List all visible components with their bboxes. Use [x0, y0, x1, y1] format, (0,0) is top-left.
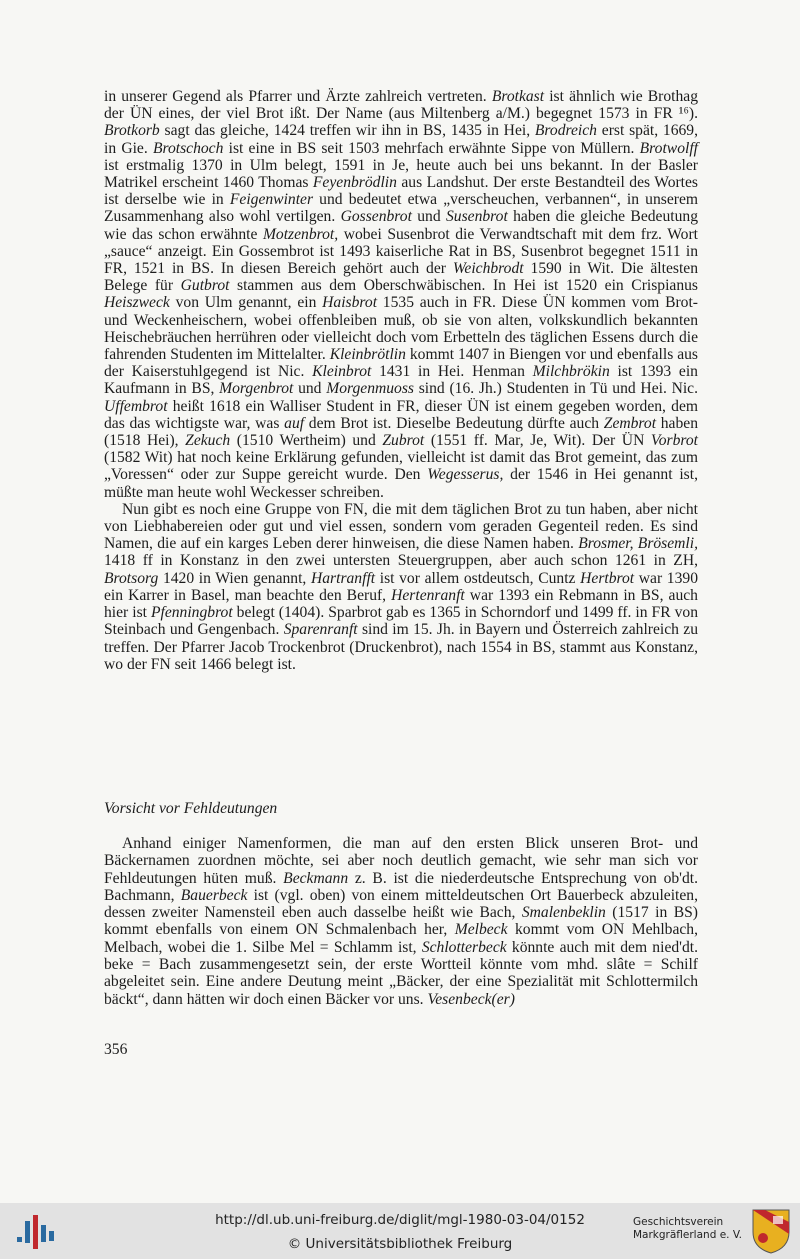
text-run: dem Brot ist. Dieselbe Bedeutung dürfte auch: [304, 414, 604, 432]
surname-term: Hertbrot: [580, 569, 635, 587]
text-run: und: [293, 380, 327, 398]
society-line-2: Markgräflerland e. V.: [632, 1229, 742, 1241]
surname-term: Smalenbeklin: [521, 904, 606, 922]
surname-term: Melbeck: [454, 921, 508, 939]
surname-term: Morgenbrot: [219, 380, 294, 398]
text-run: 1420 in Wien genannt,: [158, 569, 311, 587]
text-run: (1582 Wit) hat noch keine Erklärung gefunden, vielleicht ist damit das Brot gemeint, das zum „Voressen“ oder zur Suppe gereicht wurde. Den: [104, 449, 698, 484]
surname-term: Brosmer, Brösemli,: [578, 535, 698, 553]
surname-term: Gossenbrot: [340, 208, 412, 226]
text-run: war 1393 ein Rebmann in BS, auch hier ist: [104, 586, 698, 622]
paragraph-poor-bread-names: [104, 501, 698, 673]
text-run: (1551 ff. Mar, Je, Wit). Der ÜN: [424, 432, 651, 450]
text-run: 1418 ff in Konstanz in den zwei untersten Steuergruppen, aber auch schon 1261 in ZH,: [104, 552, 698, 570]
surname-term: Vorbrot: [650, 432, 698, 450]
society-name: [633, 1216, 742, 1242]
surname-term: Heiszweck: [104, 294, 170, 312]
text-run: Nun gibt es noch eine Gruppe von FN, die mit dem täglichen Brot zu tun haben, aber nicht von Liebhabereien oder gut und viel essen, sondern vom geraden Gegenteil reden. Es sind Namen, die auf ein karges Leben derer hinweisen, die diese Namen haben.: [104, 500, 698, 553]
text-run: kommt vom ON Mehlbach, Melbach, wobei die 1. Silbe Mel = Schlamm ist,: [104, 921, 698, 956]
surname-term: Motzenbrot,: [262, 225, 339, 243]
surname-term: Susenbrot: [445, 208, 508, 226]
surname-term: Wegesserus,: [427, 466, 504, 484]
surname-term: Brotsorg: [104, 569, 159, 587]
surname-term: Morgenmuoss: [326, 380, 414, 398]
text-run: ist (vgl. oben) von einem mitteldeutschen Ort Bauerbeck abzuleiten, dessen zweiter Namensteil eben auch dasselbe heißt wie Bach,: [104, 886, 699, 922]
surname-term: Brotkast: [491, 88, 545, 105]
text-run: aus Landshut. Der erste Bestandteil des Wortes ist derselbe wie in: [104, 174, 699, 209]
text-run: in unserer Gegend als Pfarrer und Ärzte zahlreich vertreten.: [104, 88, 492, 105]
text-run: haben die gleiche Bedeutung wie das schon erwähnte: [104, 208, 698, 243]
text-run: war 1390 ein Karrer in Basel, man beachte den Beruf,: [104, 569, 698, 604]
surname-term: Kleinbrot: [312, 363, 372, 381]
text-run: sind im 15. Jh. in Bayern und Österreich zahlreich zu treffen. Der Pfarrer Jacob Trockenbrot (Druckenbrot), nach 1554 in BS, stammt aus Konstanz, wo der FN seit 1466 belegt ist.: [104, 621, 698, 673]
text-run: 1535 auch in FR. Diese ÜN kommen vom Brot- und Weckenheischern, wobei offenbleiben muß, ob sie von alten, volkskundlich bekannten Heischebräuchen herrühren oder vielleicht doch vom Erbetteln des täglichen Essens durch die fahrenden Studenten im Mittelalter.: [104, 294, 698, 364]
surname-term: Brotkorb: [104, 122, 160, 140]
coat-of-arms-icon: [751, 1208, 791, 1254]
surname-term: Bauerbeck: [180, 886, 248, 904]
text-run: und: [411, 208, 446, 226]
text-run: (1517 in BS) kommt ebenfalls von einem ON Schmalenbach her,: [104, 904, 698, 939]
text-run: ist ähnlich wie Brothag der ÜN eines, der viel Brot ißt. Der Name (aus Miltenberg a/M.) begegnet 1573 in FR ¹⁶).: [104, 88, 699, 123]
surname-term: Feigenwinter: [229, 191, 314, 209]
footer-copyright: © Universitätsbibliothek Freiburg: [287, 1236, 513, 1252]
footer-bar: [0, 1203, 800, 1259]
paragraph-misinterpretations: [104, 835, 698, 1008]
text-run: sind (16. Jh.) Studenten in Tü und Hei. Nic.: [414, 380, 698, 398]
text-run: der 1546 in Hei genannt ist, müßte man heute wohl Weckesser schreiben.: [104, 466, 698, 501]
surname-term: Gutbrot: [180, 277, 230, 295]
surname-term: Milchbrökin: [532, 363, 610, 381]
surname-term: Zembrot: [603, 414, 657, 432]
text-run: erst spät, 1669, in Gie.: [104, 122, 698, 157]
surname-term: Hartranfft: [310, 569, 376, 587]
surname-term: auf: [284, 414, 305, 432]
surname-term: Brodreich: [534, 122, 597, 140]
text-run: z. B. ist die niederdeutsche Entsprechung von ob'dt. Bachmann,: [104, 869, 699, 904]
section-heading: Vorsicht vor Fehldeutungen: [104, 800, 278, 817]
section-body: [104, 835, 698, 1008]
text-run: sagt das gleiche, 1424 treffen wir ihn in BS, 1435 in Hei,: [159, 122, 535, 140]
society-line-1: Geschichtsverein: [632, 1216, 724, 1228]
text-run: stammen aus dem Oberschwäbischen. In Hei ist 1520 ein Crispianus: [229, 277, 698, 295]
surname-term: Brotschoch: [152, 139, 224, 157]
surname-term: Uffembrot: [104, 397, 168, 415]
main-text: [104, 88, 698, 673]
text-run: und bedeutet etwa „verscheuchen, verbannen“, in unserem Zusammenhang also wohl vertilgen.: [104, 191, 698, 226]
text-run: wobei Susenbrot die Verwandtschaft mit dem frz. Wort „sauce“ anzeigt. Ein Gossembrot ist 1493 kaiserliche Rat in BS, Susenbrot begegnet 1511 in FR, 1521 in BS. In diesen Bereich gehört auch der: [104, 225, 698, 278]
text-run: 1590 in Wit. Die ältesten Belege für: [104, 260, 698, 295]
text-run: 1431 in Hei. Henman: [371, 363, 533, 381]
text-run: ist vor allem ostdeutsch, Cuntz: [375, 569, 581, 587]
surname-term: Sparenranft: [283, 621, 358, 639]
surname-term: Schlotterbeck: [421, 938, 507, 956]
surname-term: Haisbrot: [322, 294, 378, 312]
surname-term: Hertenranft: [391, 586, 465, 604]
text-run: Anhand einiger Namenformen, die man auf den ersten Blick unseren Brot- und Bäckernamen zuordnen möchte, sei aber noch deutlich gemacht, wie sehr man sich vor Fehldeutungen hüten muß.: [104, 835, 698, 887]
surname-term: Zubrot: [382, 432, 425, 450]
text-run: haben (1518 Hei),: [104, 414, 698, 450]
text-run: ist 1393 ein Kaufmann in BS,: [104, 363, 698, 398]
text-run: heißt 1618 ein Walliser Student in FR, dieser ÜN ist einem gegeben worden, dem das das wichtigste war, was: [104, 397, 698, 432]
surname-term: Beckmann: [283, 869, 349, 887]
paragraph-bread-names: [104, 88, 698, 501]
text-run: kommt 1407 in Biengen vor und ebenfalls aus der Kaiserstuhlgegend ist Nic.: [104, 346, 698, 381]
surname-term: Brotwolff: [639, 139, 698, 157]
surname-term: Kleinbrötlin: [329, 346, 406, 364]
surname-term: Vesenbeck(er): [427, 990, 515, 1008]
text-run: belegt (1404). Sparbrot gab es 1365 in Schorndorf und 1499 ff. in FR von Steinbach und Gengenbach.: [104, 604, 698, 639]
surname-term: Weichbrodt: [452, 260, 524, 278]
text-run: von Ulm genannt, ein: [169, 294, 323, 312]
surname-term: Zekuch: [185, 432, 231, 450]
text-run: (1510 Wertheim) und: [230, 432, 383, 450]
text-run: könnte auch mit dem nied'dt. beke = Bach zusammengesetzt sein, der erste Wortteil könnte vom mhd. slâte = Schilf abgeleitet sein. Eine andere Deutung meint „Bäcker, der eine Spezialität mit Schlottermilch bäckt“, dann hätten wir doch einen Bäcker vor uns.: [104, 938, 698, 1008]
surname-term: Pfenningbrot: [150, 604, 233, 622]
footer-url-link[interactable]: http://dl.ub.uni-freiburg.de/diglit/mgl-1980-03-04/0152: [215, 1212, 585, 1228]
surname-term: Feyenbrödlin: [312, 174, 397, 192]
text-run: ist eine in BS seit 1503 mehrfach erwähnte Sippe von Müllern.: [223, 139, 640, 157]
text-run: ist erstmalig 1370 in Ulm belegt, 1591 in Je, heute auch bei uns bekannt. In der Basler Matrikel erscheint 1460 Thomas: [104, 156, 698, 192]
page-number: 356: [104, 1041, 128, 1058]
